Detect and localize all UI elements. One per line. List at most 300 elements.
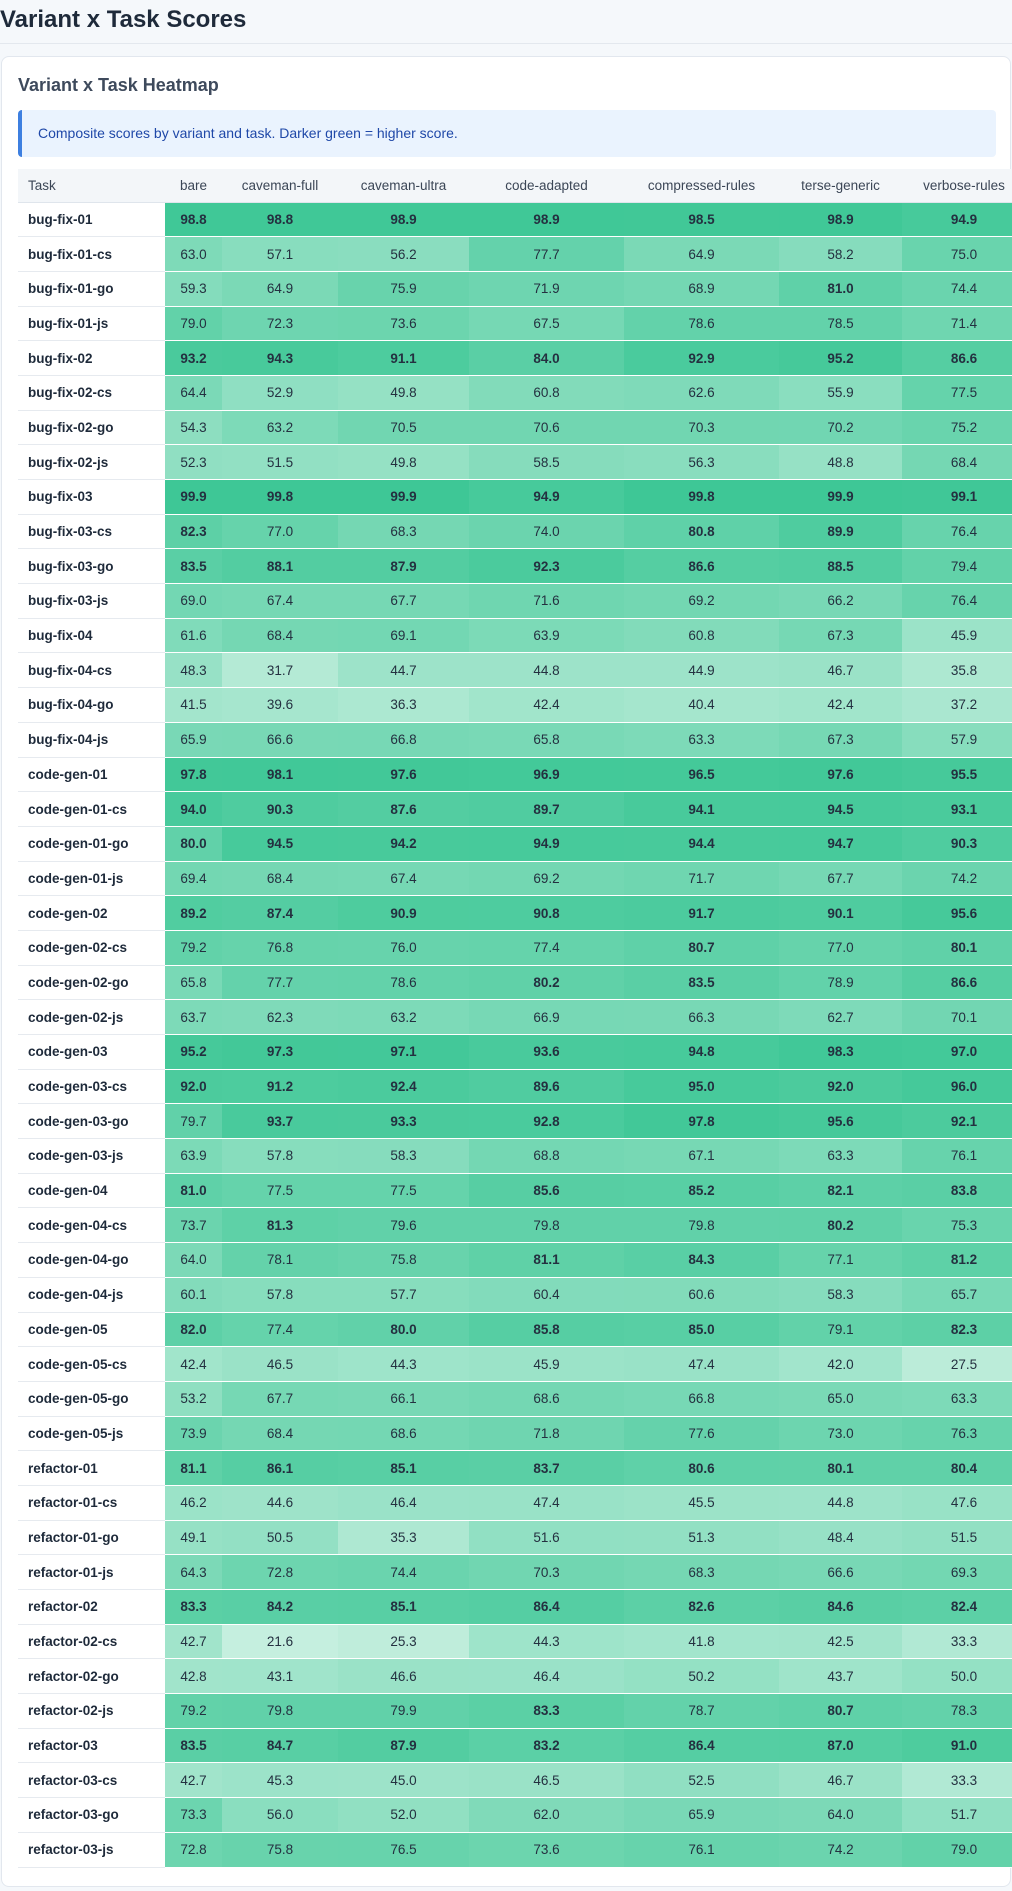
heatmap-cell: 79.1 <box>779 1312 902 1347</box>
heatmap-row <box>18 271 1012 306</box>
heatmap-cell: 68.4 <box>222 861 338 896</box>
heatmap-cell: 96.9 <box>469 757 624 792</box>
heatmap-cell: 79.7 <box>165 1104 222 1139</box>
heatmap-cell: 66.6 <box>779 1555 902 1590</box>
heatmap-cell: 74.4 <box>902 271 1012 306</box>
heatmap-cell: 47.6 <box>902 1485 1012 1520</box>
task-label: refactor-03-cs <box>18 1763 165 1798</box>
heatmap-cell: 82.3 <box>902 1312 1012 1347</box>
heatmap-cell: 41.8 <box>624 1624 779 1659</box>
heatmap-cell: 90.9 <box>338 896 469 931</box>
heatmap-row <box>18 1208 1012 1243</box>
heatmap-row <box>18 1659 1012 1694</box>
task-label: code-gen-04-go <box>18 1243 165 1278</box>
heatmap-row <box>18 1451 1012 1486</box>
heatmap-cell: 95.6 <box>779 1104 902 1139</box>
heatmap-cell: 92.0 <box>165 1069 222 1104</box>
heatmap-row <box>18 1035 1012 1070</box>
heatmap-cell: 68.8 <box>469 1139 624 1174</box>
heatmap-cell: 94.1 <box>624 792 779 827</box>
task-label: refactor-03 <box>18 1728 165 1763</box>
heatmap-cell: 71.4 <box>902 306 1012 341</box>
heatmap-cell: 67.1 <box>624 1139 779 1174</box>
heatmap-cell: 98.9 <box>469 202 624 237</box>
task-label: code-gen-01-go <box>18 826 165 861</box>
heatmap-cell: 93.2 <box>165 341 222 376</box>
task-label: bug-fix-01-cs <box>18 237 165 272</box>
heatmap-cell: 75.3 <box>902 1208 1012 1243</box>
heatmap-cell: 52.3 <box>165 445 222 480</box>
heatmap-cell: 76.4 <box>902 584 1012 619</box>
heatmap-cell: 92.1 <box>902 1104 1012 1139</box>
heatmap-cell: 33.3 <box>902 1624 1012 1659</box>
heatmap-cell: 93.7 <box>222 1104 338 1139</box>
heatmap-cell: 51.5 <box>902 1520 1012 1555</box>
heatmap-cell: 94.3 <box>222 341 338 376</box>
column-header-compressed-rules: compressed-rules <box>624 169 779 202</box>
heatmap-cell: 44.6 <box>222 1485 338 1520</box>
heatmap-cell: 99.9 <box>779 480 902 515</box>
heatmap-row <box>18 1798 1012 1833</box>
heatmap-cell: 63.7 <box>165 1000 222 1035</box>
heatmap-cell: 62.7 <box>779 1000 902 1035</box>
heatmap-cell: 77.4 <box>222 1312 338 1347</box>
heatmap-cell: 62.6 <box>624 375 779 410</box>
heatmap-cell: 99.8 <box>222 480 338 515</box>
heatmap-cell: 67.3 <box>779 722 902 757</box>
heatmap-cell: 82.4 <box>902 1590 1012 1625</box>
heatmap-cell: 37.2 <box>902 688 1012 723</box>
heatmap-cell: 21.6 <box>222 1624 338 1659</box>
heatmap-cell: 52.0 <box>338 1798 469 1833</box>
heatmap-cell: 70.6 <box>469 410 624 445</box>
task-label: bug-fix-03-go <box>18 549 165 584</box>
card-title: Variant x Task Heatmap <box>18 75 219 95</box>
heatmap-cell: 66.8 <box>624 1381 779 1416</box>
heatmap-cell: 83.7 <box>469 1451 624 1486</box>
heatmap-cell: 73.6 <box>469 1832 624 1867</box>
heatmap-cell: 76.3 <box>902 1416 1012 1451</box>
heatmap-cell: 95.6 <box>902 896 1012 931</box>
task-label: bug-fix-02-js <box>18 445 165 480</box>
heatmap-cell: 64.9 <box>624 237 779 272</box>
column-header-verbose-rules: verbose-rules <box>902 169 1012 202</box>
heatmap-cell: 63.0 <box>165 237 222 272</box>
heatmap-cell: 95.2 <box>165 1035 222 1070</box>
heatmap-cell: 60.1 <box>165 1277 222 1312</box>
heatmap-cell: 44.7 <box>338 653 469 688</box>
column-header-task: Task <box>18 169 165 202</box>
heatmap-cell: 45.0 <box>338 1763 469 1798</box>
task-label: code-gen-03 <box>18 1035 165 1070</box>
heatmap-cell: 44.3 <box>338 1347 469 1382</box>
heatmap-cell: 92.9 <box>624 341 779 376</box>
heatmap-row <box>18 653 1012 688</box>
heatmap-cell: 42.8 <box>165 1659 222 1694</box>
heatmap-row <box>18 375 1012 410</box>
heatmap-cell: 43.7 <box>779 1659 902 1694</box>
heatmap-cell: 57.8 <box>222 1139 338 1174</box>
heatmap-cell: 86.6 <box>624 549 779 584</box>
heatmap-cell: 70.5 <box>338 410 469 445</box>
heatmap-cell: 70.1 <box>902 1000 1012 1035</box>
heatmap-cell: 51.5 <box>222 445 338 480</box>
heatmap-cell: 91.0 <box>902 1728 1012 1763</box>
heatmap-cell: 97.0 <box>902 1035 1012 1070</box>
heatmap-cell: 87.0 <box>779 1728 902 1763</box>
heatmap-cell: 83.3 <box>469 1694 624 1729</box>
heatmap-cell: 80.6 <box>624 1451 779 1486</box>
heatmap-cell: 77.5 <box>338 1173 469 1208</box>
heatmap-cell: 50.2 <box>624 1659 779 1694</box>
heatmap-cell: 68.4 <box>222 1416 338 1451</box>
heatmap-cell: 46.4 <box>469 1659 624 1694</box>
task-label: code-gen-04 <box>18 1173 165 1208</box>
heatmap-row <box>18 1485 1012 1520</box>
heatmap-row <box>18 202 1012 237</box>
heatmap-cell: 86.6 <box>902 965 1012 1000</box>
heatmap-cell: 79.0 <box>902 1832 1012 1867</box>
task-label: code-gen-04-cs <box>18 1208 165 1243</box>
heatmap-cell: 57.9 <box>902 722 1012 757</box>
heatmap-cell: 72.8 <box>222 1555 338 1590</box>
heatmap-cell: 92.8 <box>469 1104 624 1139</box>
heatmap-cell: 73.6 <box>338 306 469 341</box>
heatmap-cell: 51.7 <box>902 1798 1012 1833</box>
heatmap-cell: 97.1 <box>338 1035 469 1070</box>
column-header-caveman-full: caveman-full <box>222 169 338 202</box>
heatmap-cell: 78.1 <box>222 1243 338 1278</box>
heatmap-cell: 81.1 <box>469 1243 624 1278</box>
heatmap-cell: 45.3 <box>222 1763 338 1798</box>
heatmap-cell: 72.8 <box>165 1832 222 1867</box>
heatmap-cell: 49.8 <box>338 375 469 410</box>
heatmap-row <box>18 965 1012 1000</box>
heatmap-cell: 64.4 <box>165 375 222 410</box>
heatmap-cell: 63.2 <box>338 1000 469 1035</box>
heatmap-cell: 42.0 <box>779 1347 902 1382</box>
heatmap-cell: 66.3 <box>624 1000 779 1035</box>
heatmap-cell: 66.2 <box>779 584 902 619</box>
task-label: refactor-01-cs <box>18 1485 165 1520</box>
heatmap-cell: 69.0 <box>165 584 222 619</box>
heatmap-cell: 69.4 <box>165 861 222 896</box>
heatmap-cell: 66.6 <box>222 722 338 757</box>
heatmap-cell: 67.7 <box>222 1381 338 1416</box>
heatmap-cell: 83.3 <box>165 1590 222 1625</box>
heatmap-cell: 60.4 <box>469 1277 624 1312</box>
heatmap-cell: 68.4 <box>902 445 1012 480</box>
task-label: refactor-01-js <box>18 1555 165 1590</box>
heatmap-cell: 98.9 <box>338 202 469 237</box>
task-label: bug-fix-04-js <box>18 722 165 757</box>
task-label: code-gen-05-cs <box>18 1347 165 1382</box>
heatmap-cell: 78.7 <box>624 1694 779 1729</box>
heatmap-cell: 75.8 <box>338 1243 469 1278</box>
task-label: code-gen-03-go <box>18 1104 165 1139</box>
task-label: bug-fix-02-go <box>18 410 165 445</box>
heatmap-cell: 80.2 <box>469 965 624 1000</box>
task-label: code-gen-03-js <box>18 1139 165 1174</box>
heatmap-cell: 68.3 <box>624 1555 779 1590</box>
heatmap-cell: 58.3 <box>338 1139 469 1174</box>
task-label: code-gen-02-js <box>18 1000 165 1035</box>
heatmap-cell: 94.9 <box>469 826 624 861</box>
heatmap-cell: 85.0 <box>624 1312 779 1347</box>
heatmap-cell: 57.8 <box>222 1277 338 1312</box>
heatmap-cell: 81.2 <box>902 1243 1012 1278</box>
heatmap-cell: 82.3 <box>165 514 222 549</box>
heatmap-cell: 73.3 <box>165 1798 222 1833</box>
heatmap-row <box>18 792 1012 827</box>
task-label: refactor-02-cs <box>18 1624 165 1659</box>
heatmap-cell: 51.6 <box>469 1520 624 1555</box>
heatmap-cell: 63.3 <box>902 1381 1012 1416</box>
heatmap-cell: 79.2 <box>165 1694 222 1729</box>
heatmap-cell: 40.4 <box>624 688 779 723</box>
heatmap-cell: 96.0 <box>902 1069 1012 1104</box>
heatmap-cell: 64.0 <box>779 1798 902 1833</box>
task-label: code-gen-05 <box>18 1312 165 1347</box>
heatmap-cell: 66.1 <box>338 1381 469 1416</box>
heatmap-cell: 52.9 <box>222 375 338 410</box>
heatmap-cell: 92.0 <box>779 1069 902 1104</box>
heatmap-cell: 46.7 <box>779 1763 902 1798</box>
heatmap-cell: 84.3 <box>624 1243 779 1278</box>
task-label: bug-fix-01 <box>18 202 165 237</box>
heatmap-cell: 48.4 <box>779 1520 902 1555</box>
heatmap-cell: 59.3 <box>165 271 222 306</box>
heatmap-cell: 93.3 <box>338 1104 469 1139</box>
heatmap-cell: 83.5 <box>165 1728 222 1763</box>
heatmap-row <box>18 1173 1012 1208</box>
heatmap-cell: 67.3 <box>779 618 902 653</box>
page-header <box>0 0 1012 44</box>
heatmap-cell: 80.7 <box>624 930 779 965</box>
heatmap-cell: 80.2 <box>779 1208 902 1243</box>
heatmap-cell: 94.2 <box>338 826 469 861</box>
heatmap-body <box>18 202 1012 1867</box>
heatmap-cell: 77.0 <box>222 514 338 549</box>
heatmap-row <box>18 826 1012 861</box>
heatmap-cell: 71.6 <box>469 584 624 619</box>
heatmap-row <box>18 1347 1012 1382</box>
heatmap-cell: 69.2 <box>624 584 779 619</box>
heatmap-cell: 49.1 <box>165 1520 222 1555</box>
heatmap-cell: 94.5 <box>222 826 338 861</box>
task-label: bug-fix-01-go <box>18 271 165 306</box>
heatmap-cell: 76.0 <box>338 930 469 965</box>
task-label: code-gen-01 <box>18 757 165 792</box>
heatmap-row <box>18 237 1012 272</box>
heatmap-cell: 90.8 <box>469 896 624 931</box>
heatmap-row <box>18 584 1012 619</box>
task-label: refactor-02 <box>18 1590 165 1625</box>
heatmap-cell: 65.9 <box>624 1798 779 1833</box>
heatmap-cell: 98.1 <box>222 757 338 792</box>
heatmap-cell: 98.5 <box>624 202 779 237</box>
heatmap-cell: 44.8 <box>779 1485 902 1520</box>
heatmap-cell: 42.7 <box>165 1624 222 1659</box>
heatmap-cell: 76.1 <box>902 1139 1012 1174</box>
heatmap-cell: 67.7 <box>338 584 469 619</box>
heatmap-cell: 83.8 <box>902 1173 1012 1208</box>
heatmap-row <box>18 1104 1012 1139</box>
heatmap-cell: 98.8 <box>222 202 338 237</box>
heatmap-cell: 76.1 <box>624 1832 779 1867</box>
heatmap-row <box>18 618 1012 653</box>
heatmap-cell: 56.2 <box>338 237 469 272</box>
heatmap-cell: 81.0 <box>165 1173 222 1208</box>
heatmap-row <box>18 896 1012 931</box>
heatmap-cell: 44.3 <box>469 1624 624 1659</box>
heatmap-cell: 49.8 <box>338 445 469 480</box>
heatmap-cell: 69.1 <box>338 618 469 653</box>
heatmap-row <box>18 722 1012 757</box>
heatmap-cell: 46.7 <box>779 653 902 688</box>
heatmap-cell: 45.5 <box>624 1485 779 1520</box>
task-label: bug-fix-04-cs <box>18 653 165 688</box>
heatmap-cell: 66.9 <box>469 1000 624 1035</box>
heatmap-cell: 60.8 <box>624 618 779 653</box>
heatmap-cell: 50.0 <box>902 1659 1012 1694</box>
heatmap-cell: 97.3 <box>222 1035 338 1070</box>
task-label: bug-fix-04 <box>18 618 165 653</box>
heatmap-cell: 80.4 <box>902 1451 1012 1486</box>
heatmap-row <box>18 306 1012 341</box>
heatmap-cell: 52.5 <box>624 1763 779 1798</box>
heatmap-cell: 41.5 <box>165 688 222 723</box>
heatmap-cell: 67.4 <box>338 861 469 896</box>
heatmap-cell: 80.1 <box>902 930 1012 965</box>
heatmap-cell: 44.9 <box>624 653 779 688</box>
heatmap-cell: 63.3 <box>779 1139 902 1174</box>
heatmap-cell: 61.6 <box>165 618 222 653</box>
heatmap-cell: 78.5 <box>779 306 902 341</box>
heatmap-cell: 96.5 <box>624 757 779 792</box>
heatmap-cell: 63.3 <box>624 722 779 757</box>
heatmap-cell: 94.9 <box>469 480 624 515</box>
heatmap-cell: 74.2 <box>902 861 1012 896</box>
heatmap-cell: 36.3 <box>338 688 469 723</box>
heatmap-cell: 67.7 <box>779 861 902 896</box>
heatmap-cell: 81.0 <box>779 271 902 306</box>
heatmap-cell: 47.4 <box>624 1347 779 1382</box>
heatmap-cell: 80.0 <box>165 826 222 861</box>
heatmap-card <box>1 56 1011 1887</box>
heatmap-row <box>18 1069 1012 1104</box>
heatmap-cell: 82.0 <box>165 1312 222 1347</box>
heatmap-cell: 44.8 <box>469 653 624 688</box>
heatmap-cell: 33.3 <box>902 1763 1012 1798</box>
task-label: refactor-01-go <box>18 1520 165 1555</box>
heatmap-cell: 54.3 <box>165 410 222 445</box>
task-label: refactor-03-js <box>18 1832 165 1867</box>
heatmap-cell: 98.3 <box>779 1035 902 1070</box>
task-label: bug-fix-04-go <box>18 688 165 723</box>
heatmap-cell: 78.6 <box>338 965 469 1000</box>
heatmap-cell: 77.7 <box>222 965 338 1000</box>
heatmap-cell: 46.5 <box>469 1763 624 1798</box>
heatmap-cell: 63.2 <box>222 410 338 445</box>
heatmap-cell: 79.8 <box>469 1208 624 1243</box>
heatmap-cell: 48.8 <box>779 445 902 480</box>
heatmap-cell: 93.1 <box>902 792 1012 827</box>
heatmap-cell: 77.5 <box>222 1173 338 1208</box>
heatmap-cell: 77.0 <box>779 930 902 965</box>
heatmap-cell: 80.8 <box>624 514 779 549</box>
heatmap-cell: 91.1 <box>338 341 469 376</box>
heatmap-cell: 70.3 <box>469 1555 624 1590</box>
heatmap-cell: 56.3 <box>624 445 779 480</box>
heatmap-cell: 77.1 <box>779 1243 902 1278</box>
heatmap-cell: 45.9 <box>902 618 1012 653</box>
task-label: code-gen-05-js <box>18 1416 165 1451</box>
heatmap-cell: 95.5 <box>902 757 1012 792</box>
heatmap-row <box>18 1832 1012 1867</box>
heatmap-cell: 79.9 <box>338 1694 469 1729</box>
heatmap-cell: 60.6 <box>624 1277 779 1312</box>
heatmap-row <box>18 1520 1012 1555</box>
heatmap-cell: 25.3 <box>338 1624 469 1659</box>
heatmap-cell: 75.9 <box>338 271 469 306</box>
heatmap-cell: 70.3 <box>624 410 779 445</box>
heatmap-cell: 92.3 <box>469 549 624 584</box>
heatmap-cell: 85.8 <box>469 1312 624 1347</box>
heatmap-cell: 71.7 <box>624 861 779 896</box>
heatmap-cell: 99.8 <box>624 480 779 515</box>
heatmap-cell: 67.4 <box>222 584 338 619</box>
heatmap-cell: 48.3 <box>165 653 222 688</box>
heatmap-cell: 98.8 <box>165 202 222 237</box>
heatmap-row <box>18 514 1012 549</box>
heatmap-cell: 74.4 <box>338 1555 469 1590</box>
heatmap-cell: 75.2 <box>902 410 1012 445</box>
heatmap-cell: 86.4 <box>624 1728 779 1763</box>
heatmap-cell: 71.8 <box>469 1416 624 1451</box>
heatmap-row <box>18 445 1012 480</box>
column-header-terse-generic: terse-generic <box>779 169 902 202</box>
heatmap-cell: 94.4 <box>624 826 779 861</box>
heatmap-row <box>18 1312 1012 1347</box>
heatmap-cell: 69.2 <box>469 861 624 896</box>
column-header-caveman-ultra: caveman-ultra <box>338 169 469 202</box>
heatmap-cell: 84.7 <box>222 1728 338 1763</box>
heatmap-cell: 90.3 <box>902 826 1012 861</box>
heatmap-cell: 77.7 <box>469 237 624 272</box>
heatmap-cell: 95.0 <box>624 1069 779 1104</box>
heatmap-cell: 68.3 <box>338 514 469 549</box>
heatmap-cell: 78.6 <box>624 306 779 341</box>
column-header-bare: bare <box>165 169 222 202</box>
heatmap-cell: 63.9 <box>469 618 624 653</box>
header-row <box>18 169 1012 202</box>
heatmap-table <box>18 169 1012 1868</box>
heatmap-cell: 31.7 <box>222 653 338 688</box>
heatmap-cell: 53.2 <box>165 1381 222 1416</box>
heatmap-cell: 83.5 <box>624 965 779 1000</box>
heatmap-row <box>18 1381 1012 1416</box>
heatmap-cell: 69.3 <box>902 1555 1012 1590</box>
heatmap-cell: 73.9 <box>165 1416 222 1451</box>
task-label: refactor-01 <box>18 1451 165 1486</box>
heatmap-cell: 79.0 <box>165 306 222 341</box>
heatmap-cell: 39.6 <box>222 688 338 723</box>
heatmap-cell: 74.0 <box>469 514 624 549</box>
heatmap-cell: 99.9 <box>165 480 222 515</box>
task-label: code-gen-03-cs <box>18 1069 165 1104</box>
task-label: code-gen-01-cs <box>18 792 165 827</box>
